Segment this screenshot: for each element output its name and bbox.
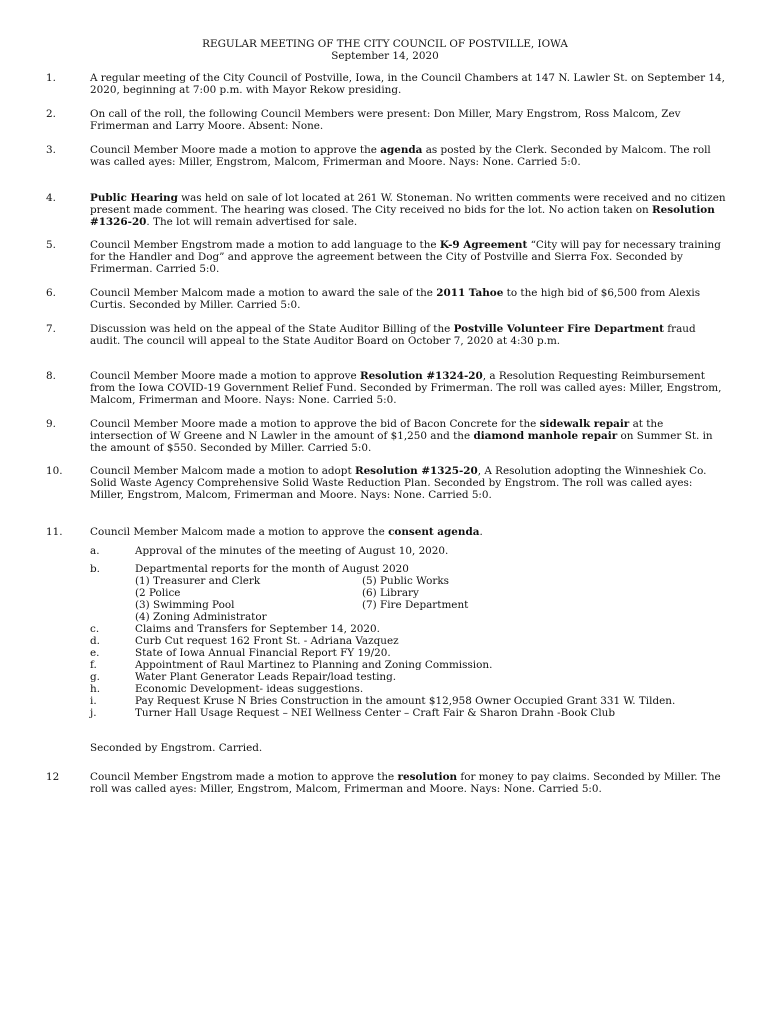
report-row: (4) Zoning Administrator (135, 611, 267, 623)
item-text: Council Member Malcom made a motion to award the sale of the 2011 Tahoe to the high bid of $6,500 from Alexis Curtis. Seconded by Miller. Carried 5:0. (90, 287, 701, 311)
sub-text: Departmental reports for the month of August 2020 (135, 563, 409, 575)
minutes-item-3 (46, 144, 726, 168)
item-number: 7. (46, 323, 56, 335)
minutes-item-7 (46, 323, 726, 347)
minutes-item-11 (46, 526, 726, 538)
bold-term: Postville Volunteer Fire Department (453, 323, 664, 335)
document-heading (0, 38, 770, 62)
consent-item-a (90, 545, 730, 557)
consent-item-i: i. Pay Request Kruse N Bries Construction in the amount $12,958 Owner Occupied Grant 331 W. Tilden. (90, 695, 676, 707)
item-text: A regular meeting of the City Council of Postville, Iowa, in the Council Chambers at 147 N. Lawler St. on September 14, 2020, beginning at 7:00 p.m. with Mayor Rekow presiding. (90, 72, 725, 96)
item-text: Council Member Engstrom made a motion to approve the resolution for money to pay claims. Seconded by Miller. The roll was called ayes: Miller, Engstrom, Malcom, Frimerman and Moore. Nays: None. Carried 5:0. (90, 771, 721, 795)
item-text: Council Member Engstrom made a motion to add language to the K-9 Agreement “City will pay for necessary training for the Handler and Dog” and approve the agreement between the City of Postville and Sierra Fox. Seconded by Frimerman. Carried 5:0. (90, 239, 721, 275)
sub-label: b. (90, 563, 100, 575)
item-number: 12 (46, 771, 60, 783)
item-number: 1. (46, 72, 56, 84)
bold-term: Resolution #1326-20 (90, 204, 715, 228)
item-number: 10. (46, 465, 63, 477)
minutes-item-12 (46, 771, 726, 795)
item-number: 11. (46, 526, 63, 538)
closing-text: Seconded by Engstrom. Carried. (90, 742, 263, 754)
consent-item-c: c. Claims and Transfers for September 14, 2020. (90, 623, 380, 635)
minutes-item-1 (46, 72, 726, 96)
report-row: (3) Swimming Pool (7) Fire Department (135, 599, 469, 611)
minutes-item-4 (46, 192, 726, 228)
item-number: 5. (46, 239, 56, 251)
document-title: REGULAR MEETING OF THE CITY COUNCIL OF POSTVILLE, IOWA (202, 38, 568, 50)
item-number: 2. (46, 108, 56, 120)
minutes-item-8 (46, 370, 726, 406)
bold-term: resolution (397, 771, 458, 783)
consent-item-j: j. Turner Hall Usage Request – NEI Wellness Center – Craft Fair & Sharon Drahn -Book Club (90, 707, 616, 719)
item-text: On call of the roll, the following Council Members were present: Don Miller, Mary Engstrom, Ross Malcom, Zev Frimerman and Larry Moore. Absent: None. (90, 108, 681, 132)
item-text: Council Member Moore made a motion to approve the agenda as posted by the Clerk. Seconded by Malcom. The roll was called ayes: Miller, Engstrom, Malcom, Frimerman and Moore. Nays: None. Carried 5:0. (90, 144, 711, 168)
minutes-item-2 (46, 108, 726, 132)
item-number: 9. (46, 418, 56, 430)
minutes-item-9 (46, 418, 726, 454)
sub-label: a. (90, 545, 100, 557)
minutes-item-10 (46, 465, 726, 501)
meeting-date: September 14, 2020 (331, 50, 439, 62)
report-row: (1) Treasurer and Clerk (5) Public Works (135, 575, 449, 587)
minutes-item-6 (46, 287, 726, 311)
item-number: 6. (46, 287, 56, 299)
item-text: Council Member Moore made a motion to approve Resolution #1324-20, a Resolution Requesting Reimbursement from the Iowa COVID-19 Government Relief Fund. Seconded by Frimerman. The roll was called ayes: Miller, Engstrom, Malcom, Frimerman and Moore. Nays: None. Carried 5:0. (90, 370, 722, 406)
consent-item-g: g. Water Plant Generator Leads Repair/load testing. (90, 671, 397, 683)
consent-list (90, 623, 730, 719)
consent-item-h: h. Economic Development- ideas suggestions. (90, 683, 364, 695)
item-number: 3. (46, 144, 56, 156)
item-number: 4. (46, 192, 56, 204)
consent-item-f: f. Appointment of Raul Martinez to Planning and Zoning Commission. (90, 659, 493, 671)
item-text: Public Hearing was held on sale of lot located at 261 W. Stoneman. No written comments were received and no citizen present made comment. The hearing was closed. The City received no bids for the lot. No action taken on Resolution #1326-20. The lot will remain advertised for sale. (90, 192, 726, 228)
consent-item-e: e. State of Iowa Annual Financial Report FY 19/20. (90, 647, 391, 659)
bold-term: Resolution #1325-20 (354, 465, 478, 477)
bold-term: 2011 Tahoe (436, 287, 504, 299)
bold-term: agenda (380, 144, 423, 156)
bold-term: sidewalk repair (539, 418, 630, 430)
item-number: 8. (46, 370, 56, 382)
bold-term: consent agenda (388, 526, 480, 538)
bold-term: Resolution #1324-20 (359, 370, 483, 382)
bold-term: diamond manhole repair (473, 430, 618, 442)
consent-item-d: d. Curb Cut request 162 Front St. - Adriana Vazquez (90, 635, 399, 647)
bold-term: K-9 Agreement (439, 239, 528, 251)
item-text: Discussion was held on the appeal of the State Auditor Billing of the Postville Volunteer Fire Department fraud audit. The council will appeal to the State Auditor Board on October 7, 2020 at 4:30 p.m. (90, 323, 696, 347)
item-text: Council Member Moore made a motion to approve the bid of Bacon Concrete for the sidewalk repair at the intersection of W Greene and N Lawler in the amount of $1,250 and the diamond manhole repair on Summer St. in the amount of $550. Seconded by Miller. Carried 5:0. (90, 418, 713, 454)
consent-item-b (90, 563, 730, 623)
sub-text: Approval of the minutes of the meeting of August 10, 2020. (135, 545, 449, 557)
minutes-item-5 (46, 239, 726, 275)
bold-term: Public Hearing (90, 192, 178, 204)
item-text: Council Member Malcom made a motion to approve the consent agenda. (90, 526, 483, 538)
report-row: (2 Police (6) Library (135, 587, 419, 599)
consent-closing (46, 742, 726, 754)
item-text: Council Member Malcom made a motion to adopt Resolution #1325-20, A Resolution adopting the Winneshiek Co. Solid Waste Agency Comprehensive Solid Waste Reduction Plan. Seconded by Engstrom. The roll was called ayes: Miller, Engstrom, Malcom, Frimerman and Moore. Nays: None. Carried 5:0. (90, 465, 707, 501)
